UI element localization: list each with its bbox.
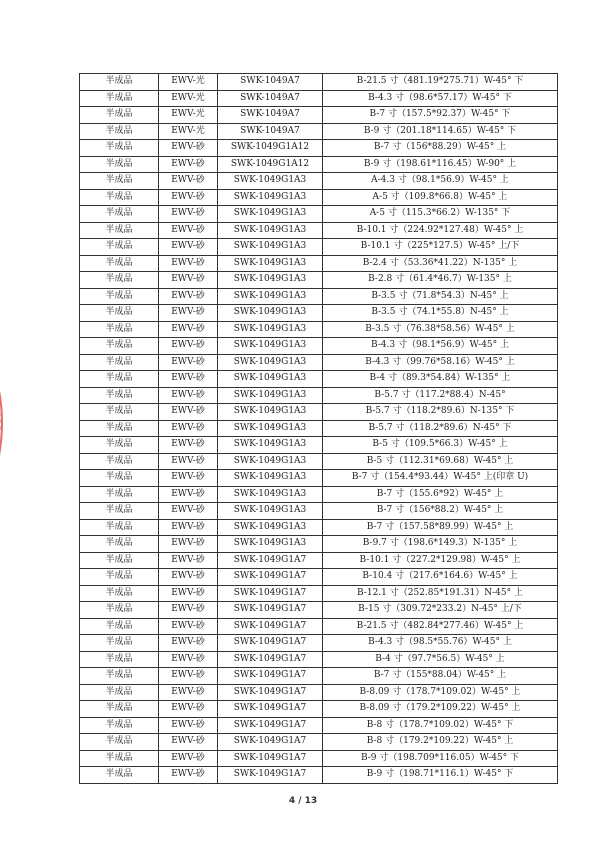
category-cell: 半成品	[80, 734, 159, 751]
spec-cell: B-8 寸（179.2*109.22）W-45° 上	[323, 734, 558, 751]
category-cell: 半成品	[80, 404, 159, 421]
category-cell: 半成品	[80, 90, 159, 107]
part-number-cell: SWK-1049G1A7	[218, 651, 323, 668]
table-row	[80, 585, 558, 602]
part-number-cell: SWK-1049G1A7	[218, 668, 323, 685]
part-number-cell: SWK-1049G1A3	[218, 470, 323, 487]
material-cell: EWV-砂	[159, 189, 218, 206]
table-row	[80, 74, 558, 91]
spec-cell: B-3.5 寸（71.8*54.3）N-45° 上	[323, 288, 558, 305]
spec-cell: B-10.1 寸（225*127.5）W-45° 上/下	[323, 239, 558, 256]
category-cell: 半成品	[80, 453, 159, 470]
category-cell: 半成品	[80, 305, 159, 322]
category-cell: 半成品	[80, 503, 159, 520]
table-row	[80, 189, 558, 206]
table-row	[80, 420, 558, 437]
material-cell: EWV-砂	[159, 486, 218, 503]
spec-cell: B-5.7 寸（117.2*88.4）N-45°	[323, 387, 558, 404]
category-cell: 半成品	[80, 371, 159, 388]
category-cell: 半成品	[80, 156, 159, 173]
table-row	[80, 651, 558, 668]
part-number-cell: SWK-1049G1A7	[218, 734, 323, 751]
material-cell: EWV-砂	[159, 206, 218, 223]
part-number-cell: SWK-1049G1A3	[218, 239, 323, 256]
table-row	[80, 503, 558, 520]
material-cell: EWV-光	[159, 123, 218, 140]
spec-cell: B-12.1 寸（252.85*191.31）N-45° 上	[323, 585, 558, 602]
table-row	[80, 750, 558, 767]
table-row	[80, 767, 558, 784]
table-row	[80, 173, 558, 190]
material-cell: EWV-砂	[159, 635, 218, 652]
table-row	[80, 371, 558, 388]
part-number-cell: SWK-1049G1A7	[218, 635, 323, 652]
category-cell: 半成品	[80, 717, 159, 734]
part-number-cell: SWK-1049G1A3	[218, 255, 323, 272]
table-row	[80, 519, 558, 536]
spec-cell: B-9.7 寸（198.6*149.3）N-135° 上	[323, 536, 558, 553]
table-row	[80, 470, 558, 487]
table-row	[80, 453, 558, 470]
spec-cell: B-4 寸（89.3*54.84）W-135° 上	[323, 371, 558, 388]
spec-cell: B-7 寸（157.5*92.37）W-45° 下	[323, 107, 558, 124]
spec-cell: B-5 寸（112.31*69.68）W-45° 上	[323, 453, 558, 470]
category-cell: 半成品	[80, 123, 159, 140]
spec-cell: A-4.3 寸（98.1*56.9）W-45° 上	[323, 173, 558, 190]
material-cell: EWV-砂	[159, 288, 218, 305]
spec-cell: A-5 寸（115.3*66.2）W-135° 下	[323, 206, 558, 223]
category-cell: 半成品	[80, 701, 159, 718]
spec-cell: B-10.4 寸（217.6*164.6）W-45° 上	[323, 569, 558, 586]
material-cell: EWV-砂	[159, 338, 218, 355]
material-cell: EWV-砂	[159, 420, 218, 437]
material-cell: EWV-光	[159, 90, 218, 107]
table-row	[80, 222, 558, 239]
table-row	[80, 668, 558, 685]
part-number-cell: SWK-1049G1A3	[218, 288, 323, 305]
spec-cell: B-4.3 寸（99.76*58.16）W-45° 上	[323, 354, 558, 371]
part-number-cell: SWK-1049A7	[218, 90, 323, 107]
category-cell: 半成品	[80, 74, 159, 91]
material-cell: EWV-砂	[159, 701, 218, 718]
part-number-cell: SWK-1049G1A7	[218, 569, 323, 586]
material-cell: EWV-砂	[159, 684, 218, 701]
part-number-cell: SWK-1049G1A3	[218, 387, 323, 404]
spec-cell: B-7 寸（155*88.04）W-45° 上	[323, 668, 558, 685]
material-cell: EWV-砂	[159, 519, 218, 536]
table-row	[80, 123, 558, 140]
part-number-cell: SWK-1049G1A12	[218, 156, 323, 173]
table-row	[80, 272, 558, 289]
page-number: 4 / 13	[288, 796, 318, 806]
part-number-cell: SWK-1049G1A3	[218, 272, 323, 289]
spec-cell: B-5 寸（109.5*66.3）W-45° 上	[323, 437, 558, 454]
part-number-cell: SWK-1049G1A3	[218, 173, 323, 190]
table-row	[80, 404, 558, 421]
part-number-cell: SWK-1049A7	[218, 74, 323, 91]
spec-cell: B-15 寸（309.72*233.2）N-45° 上/下	[323, 602, 558, 619]
category-cell: 半成品	[80, 338, 159, 355]
material-cell: EWV-砂	[159, 453, 218, 470]
spec-cell: B-8.09 寸（178.7*109.02）W-45° 上	[323, 684, 558, 701]
category-cell: 半成品	[80, 288, 159, 305]
spec-cell: B-3.5 寸（74.1*55.8）N-45° 上	[323, 305, 558, 322]
category-cell: 半成品	[80, 618, 159, 635]
table-row	[80, 618, 558, 635]
table-row	[80, 717, 558, 734]
category-cell: 半成品	[80, 222, 159, 239]
part-number-cell: SWK-1049G1A7	[218, 602, 323, 619]
spec-cell: B-21.5 寸（482.84*277.46）W-45° 上	[323, 618, 558, 635]
part-number-cell: SWK-1049G1A7	[218, 618, 323, 635]
table-row	[80, 354, 558, 371]
part-number-cell: SWK-1049G1A3	[218, 222, 323, 239]
part-number-cell: SWK-1049G1A3	[218, 354, 323, 371]
category-cell: 半成品	[80, 635, 159, 652]
category-cell: 半成品	[80, 585, 159, 602]
category-cell: 半成品	[80, 437, 159, 454]
material-cell: EWV-砂	[159, 404, 218, 421]
category-cell: 半成品	[80, 519, 159, 536]
category-cell: 半成品	[80, 602, 159, 619]
category-cell: 半成品	[80, 239, 159, 256]
category-cell: 半成品	[80, 486, 159, 503]
table-body	[80, 74, 558, 784]
material-cell: EWV-砂	[159, 668, 218, 685]
spec-cell: B-2.4 寸（53.36*41.22）N-135° 上	[323, 255, 558, 272]
part-number-cell: SWK-1049G1A7	[218, 701, 323, 718]
spec-cell: B-4 寸（97.7*56.5）W-45° 上	[323, 651, 558, 668]
spec-cell: B-7 寸（157.58*89.99）W-45° 上	[323, 519, 558, 536]
material-cell: EWV-砂	[159, 602, 218, 619]
table-row	[80, 156, 558, 173]
category-cell: 半成品	[80, 321, 159, 338]
material-cell: EWV-砂	[159, 437, 218, 454]
table-row	[80, 140, 558, 157]
material-cell: EWV-砂	[159, 767, 218, 784]
category-cell: 半成品	[80, 684, 159, 701]
material-cell: EWV-砂	[159, 470, 218, 487]
spec-cell: B-4.3 寸（98.5*55.76）W-45° 上	[323, 635, 558, 652]
category-cell: 半成品	[80, 140, 159, 157]
spec-cell: B-7 寸（156*88.2）W-45° 上	[323, 503, 558, 520]
table-row	[80, 486, 558, 503]
part-number-cell: SWK-1049A7	[218, 123, 323, 140]
table-row	[80, 288, 558, 305]
spec-cell: B-7 寸（154.4*93.44）W-45° 上(印章 U)	[323, 470, 558, 487]
materials-table	[79, 73, 558, 784]
table-row	[80, 734, 558, 751]
spec-cell: B-5.7 寸（118.2*89.6）N-135° 下	[323, 404, 558, 421]
category-cell: 半成品	[80, 536, 159, 553]
part-number-cell: SWK-1049G1A3	[218, 437, 323, 454]
spec-cell: B-4.3 寸（98.1*56.9）W-45° 上	[323, 338, 558, 355]
part-number-cell: SWK-1049G1A3	[218, 321, 323, 338]
category-cell: 半成品	[80, 750, 159, 767]
part-number-cell: SWK-1049G1A7	[218, 767, 323, 784]
part-number-cell: SWK-1049G1A3	[218, 404, 323, 421]
part-number-cell: SWK-1049G1A7	[218, 750, 323, 767]
material-cell: EWV-砂	[159, 371, 218, 388]
table-row	[80, 552, 558, 569]
spec-cell: B-10.1 寸（227.2*129.98）W-45° 上	[323, 552, 558, 569]
part-number-cell: SWK-1049G1A3	[218, 206, 323, 223]
material-cell: EWV-光	[159, 107, 218, 124]
table-row	[80, 255, 558, 272]
category-cell: 半成品	[80, 552, 159, 569]
material-cell: EWV-砂	[159, 585, 218, 602]
spec-cell: A-5 寸（109.8*66.8）W-45° 上	[323, 189, 558, 206]
category-cell: 半成品	[80, 668, 159, 685]
material-cell: EWV-光	[159, 74, 218, 91]
category-cell: 半成品	[80, 189, 159, 206]
table-row	[80, 206, 558, 223]
material-cell: EWV-砂	[159, 503, 218, 520]
material-cell: EWV-砂	[159, 651, 218, 668]
material-cell: EWV-砂	[159, 239, 218, 256]
red-seal-stamp-edge	[0, 348, 26, 498]
material-cell: EWV-砂	[159, 552, 218, 569]
part-number-cell: SWK-1049G1A3	[218, 536, 323, 553]
material-cell: EWV-砂	[159, 536, 218, 553]
spec-cell: B-3.5 寸（76.38*58.56）W-45° 上	[323, 321, 558, 338]
category-cell: 半成品	[80, 272, 159, 289]
spec-cell: B-4.3 寸（98.6*57.17）W-45° 下	[323, 90, 558, 107]
table-row	[80, 321, 558, 338]
part-number-cell: SWK-1049G1A3	[218, 486, 323, 503]
material-cell: EWV-砂	[159, 156, 218, 173]
part-number-cell: SWK-1049G1A3	[218, 519, 323, 536]
spec-cell: B-9 寸（201.18*114.65）W-45° 下	[323, 123, 558, 140]
material-cell: EWV-砂	[159, 354, 218, 371]
part-number-cell: SWK-1049G1A7	[218, 717, 323, 734]
material-cell: EWV-砂	[159, 734, 218, 751]
category-cell: 半成品	[80, 420, 159, 437]
spec-cell: B-5.7 寸（118.2*89.6）N-45° 下	[323, 420, 558, 437]
category-cell: 半成品	[80, 387, 159, 404]
category-cell: 半成品	[80, 354, 159, 371]
spec-cell: B-8.09 寸（179.2*109.22）W-45° 上	[323, 701, 558, 718]
spec-cell: B-21.5 寸（481.19*275.71）W-45° 下	[323, 74, 558, 91]
table-row	[80, 387, 558, 404]
category-cell: 半成品	[80, 206, 159, 223]
part-number-cell: SWK-1049A7	[218, 107, 323, 124]
material-cell: EWV-砂	[159, 750, 218, 767]
material-cell: EWV-砂	[159, 222, 218, 239]
part-number-cell: SWK-1049G1A3	[218, 453, 323, 470]
category-cell: 半成品	[80, 107, 159, 124]
part-number-cell: SWK-1049G1A7	[218, 585, 323, 602]
spec-cell: B-7 寸（156*88.29）W-45° 上	[323, 140, 558, 157]
table-row	[80, 305, 558, 322]
material-cell: EWV-砂	[159, 140, 218, 157]
category-cell: 半成品	[80, 255, 159, 272]
spec-cell: B-9 寸（198.709*116.05）W-45° 下	[323, 750, 558, 767]
table-row	[80, 338, 558, 355]
part-number-cell: SWK-1049G1A3	[218, 420, 323, 437]
category-cell: 半成品	[80, 767, 159, 784]
material-cell: EWV-砂	[159, 305, 218, 322]
part-number-cell: SWK-1049G1A12	[218, 140, 323, 157]
part-number-cell: SWK-1049G1A7	[218, 552, 323, 569]
material-cell: EWV-砂	[159, 569, 218, 586]
category-cell: 半成品	[80, 569, 159, 586]
table-row	[80, 684, 558, 701]
material-cell: EWV-砂	[159, 387, 218, 404]
table-row	[80, 239, 558, 256]
part-number-cell: SWK-1049G1A3	[218, 371, 323, 388]
table-row	[80, 536, 558, 553]
spec-cell: B-7 寸（155.6*92）W-45° 上	[323, 486, 558, 503]
table-row	[80, 437, 558, 454]
table-row	[80, 569, 558, 586]
material-cell: EWV-砂	[159, 321, 218, 338]
table-row	[80, 635, 558, 652]
spec-cell: B-8 寸（178.7*109.02）W-45° 下	[323, 717, 558, 734]
material-cell: EWV-砂	[159, 255, 218, 272]
spec-cell: B-9 寸（198.71*116.1）W-45° 下	[323, 767, 558, 784]
part-number-cell: SWK-1049G1A3	[218, 503, 323, 520]
category-cell: 半成品	[80, 173, 159, 190]
table-row	[80, 602, 558, 619]
spec-cell: B-9 寸（198.61*116.45）W-90° 上	[323, 156, 558, 173]
category-cell: 半成品	[80, 470, 159, 487]
table-row	[80, 701, 558, 718]
material-cell: EWV-砂	[159, 618, 218, 635]
spec-cell: B-2.8 寸（61.4*46.7）W-135° 上	[323, 272, 558, 289]
part-number-cell: SWK-1049G1A3	[218, 305, 323, 322]
material-cell: EWV-砂	[159, 272, 218, 289]
material-cell: EWV-砂	[159, 717, 218, 734]
category-cell: 半成品	[80, 651, 159, 668]
material-cell: EWV-砂	[159, 173, 218, 190]
table-row	[80, 90, 558, 107]
part-number-cell: SWK-1049G1A3	[218, 338, 323, 355]
spec-cell: B-10.1 寸（224.92*127.48）W-45° 上	[323, 222, 558, 239]
part-number-cell: SWK-1049G1A7	[218, 684, 323, 701]
part-number-cell: SWK-1049G1A3	[218, 189, 323, 206]
table-row	[80, 107, 558, 124]
